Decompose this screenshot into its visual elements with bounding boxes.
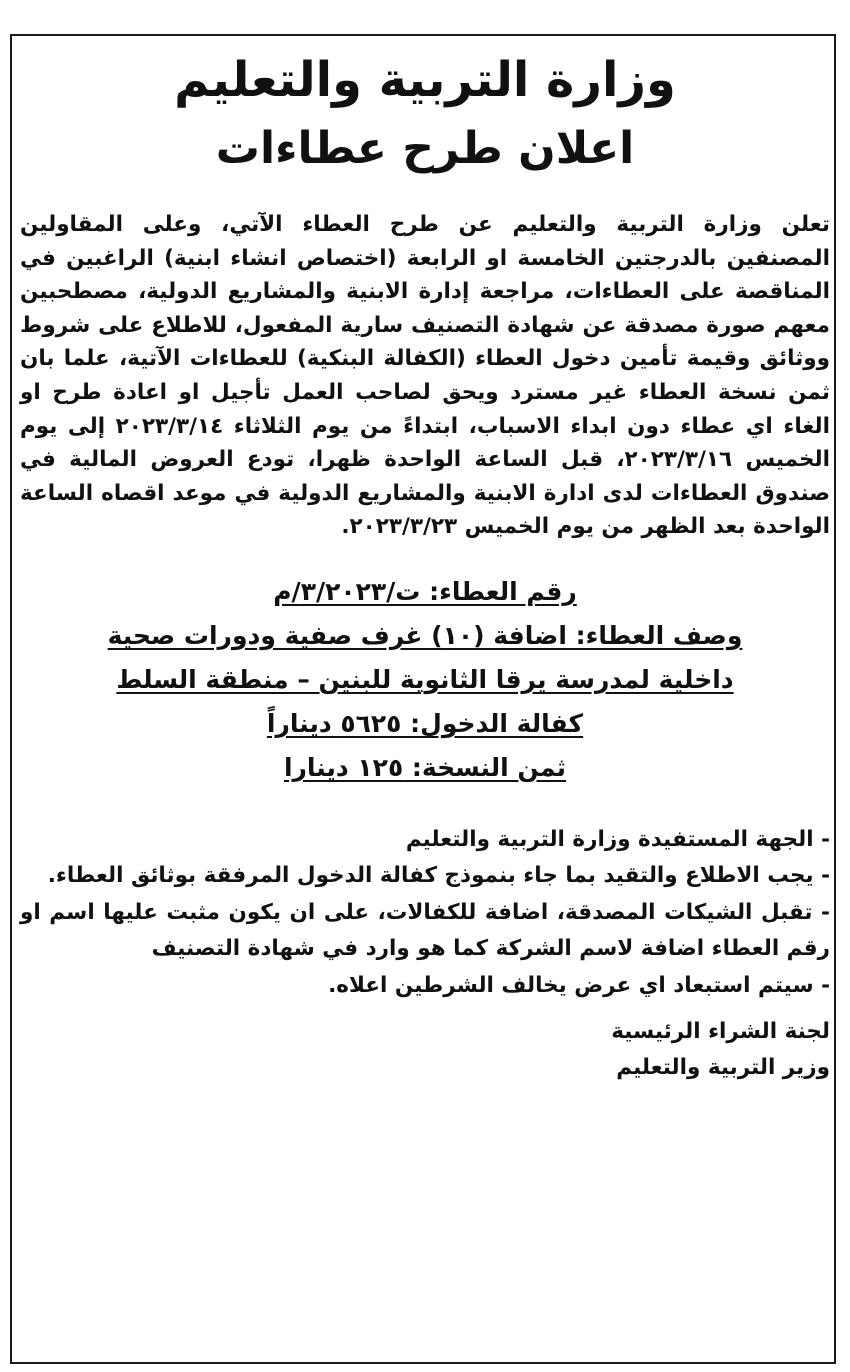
tender-number: رقم العطاء: ت/٣/٢٠٢٣/م — [273, 576, 577, 606]
tender-details — [20, 570, 830, 790]
ministry-title: وزارة التربية والتعليم — [174, 52, 676, 108]
minister-signature: وزير التربية والتعليم — [616, 1055, 830, 1081]
condition-item: - الجهة المستفيدة وزارة التربية والتعليم — [405, 826, 830, 852]
tender-announcement — [20, 40, 830, 1360]
condition-item: - سيتم استبعاد اي عرض يخالف الشرطين اعلاه. — [328, 972, 830, 998]
conditions-list — [20, 822, 830, 1005]
announcement-subtitle: اعلان طرح عطاءات — [215, 123, 635, 174]
condition-item: - تقبل الشيكات المصدقة، اضافة للكفالات، على ان يكون مثبت عليها اسم او رقم العطاء اضافة لاسم الشركة كما هو وارد في شهادة التصنيف — [20, 899, 830, 962]
announcement-body: تعلن وزارة التربية والتعليم عن طرح العطاء الآتي، وعلى المقاولين المصنفين بالدرجتين الخامسة او الرابعة (اختصاص انشاء ابنية) الراغبين في المناقصة على العطاءات، مراجعة إدارة الابنية والمشاريع الدولية، مصطحبين معهم صورة مصدقة عن شهادة التصنيف سارية المفعول، للاطلاع على شروط ووثائق وقيمة تأمين دخول العطاء (الكفالة البنكية) للعطاءات الآتية، علما بان ثمن نسخة العطاء غير مسترد ويحق لصاحب العمل تأجيل او اعادة طرح او الغاء اي عطاء دون ابداء الاسباب، ابتداءً من يوم الثلاثاء ٢٠٢٣/٣/١٤ إلى يوم الخميس ٢٠٢٣/٣/١٦، قبل الساعة الواحدة ظهرا، تودع العروض المالية في صندوق العطاءات لدى ادارة الابنية والمشاريع الدولية في موعد اقصاه الساعة الواحدة بعد الظهر من يوم الخميس ٢٠٢٣/٣/٢٣. — [20, 212, 831, 540]
copy-price: ثمن النسخة: ١٢٥ دينارا — [283, 752, 567, 782]
entry-guarantee: كفالة الدخول: ٥٦٢٥ ديناراً — [266, 708, 584, 738]
committee-signature: لجنة الشراء الرئيسية — [611, 1019, 830, 1045]
tender-description-line2: داخلية لمدرسة يرقا الثانوية للبنين – منطقة السلط — [116, 664, 734, 694]
tender-description-line1: وصف العطاء: اضافة (١٠) غرف صفية ودورات صحية — [107, 620, 743, 650]
signature-block — [20, 1014, 830, 1086]
condition-item: - يجب الاطلاع والتقيد بما جاء بنموذج كفالة الدخول المرفقة بوثائق العطاء. — [47, 863, 830, 889]
